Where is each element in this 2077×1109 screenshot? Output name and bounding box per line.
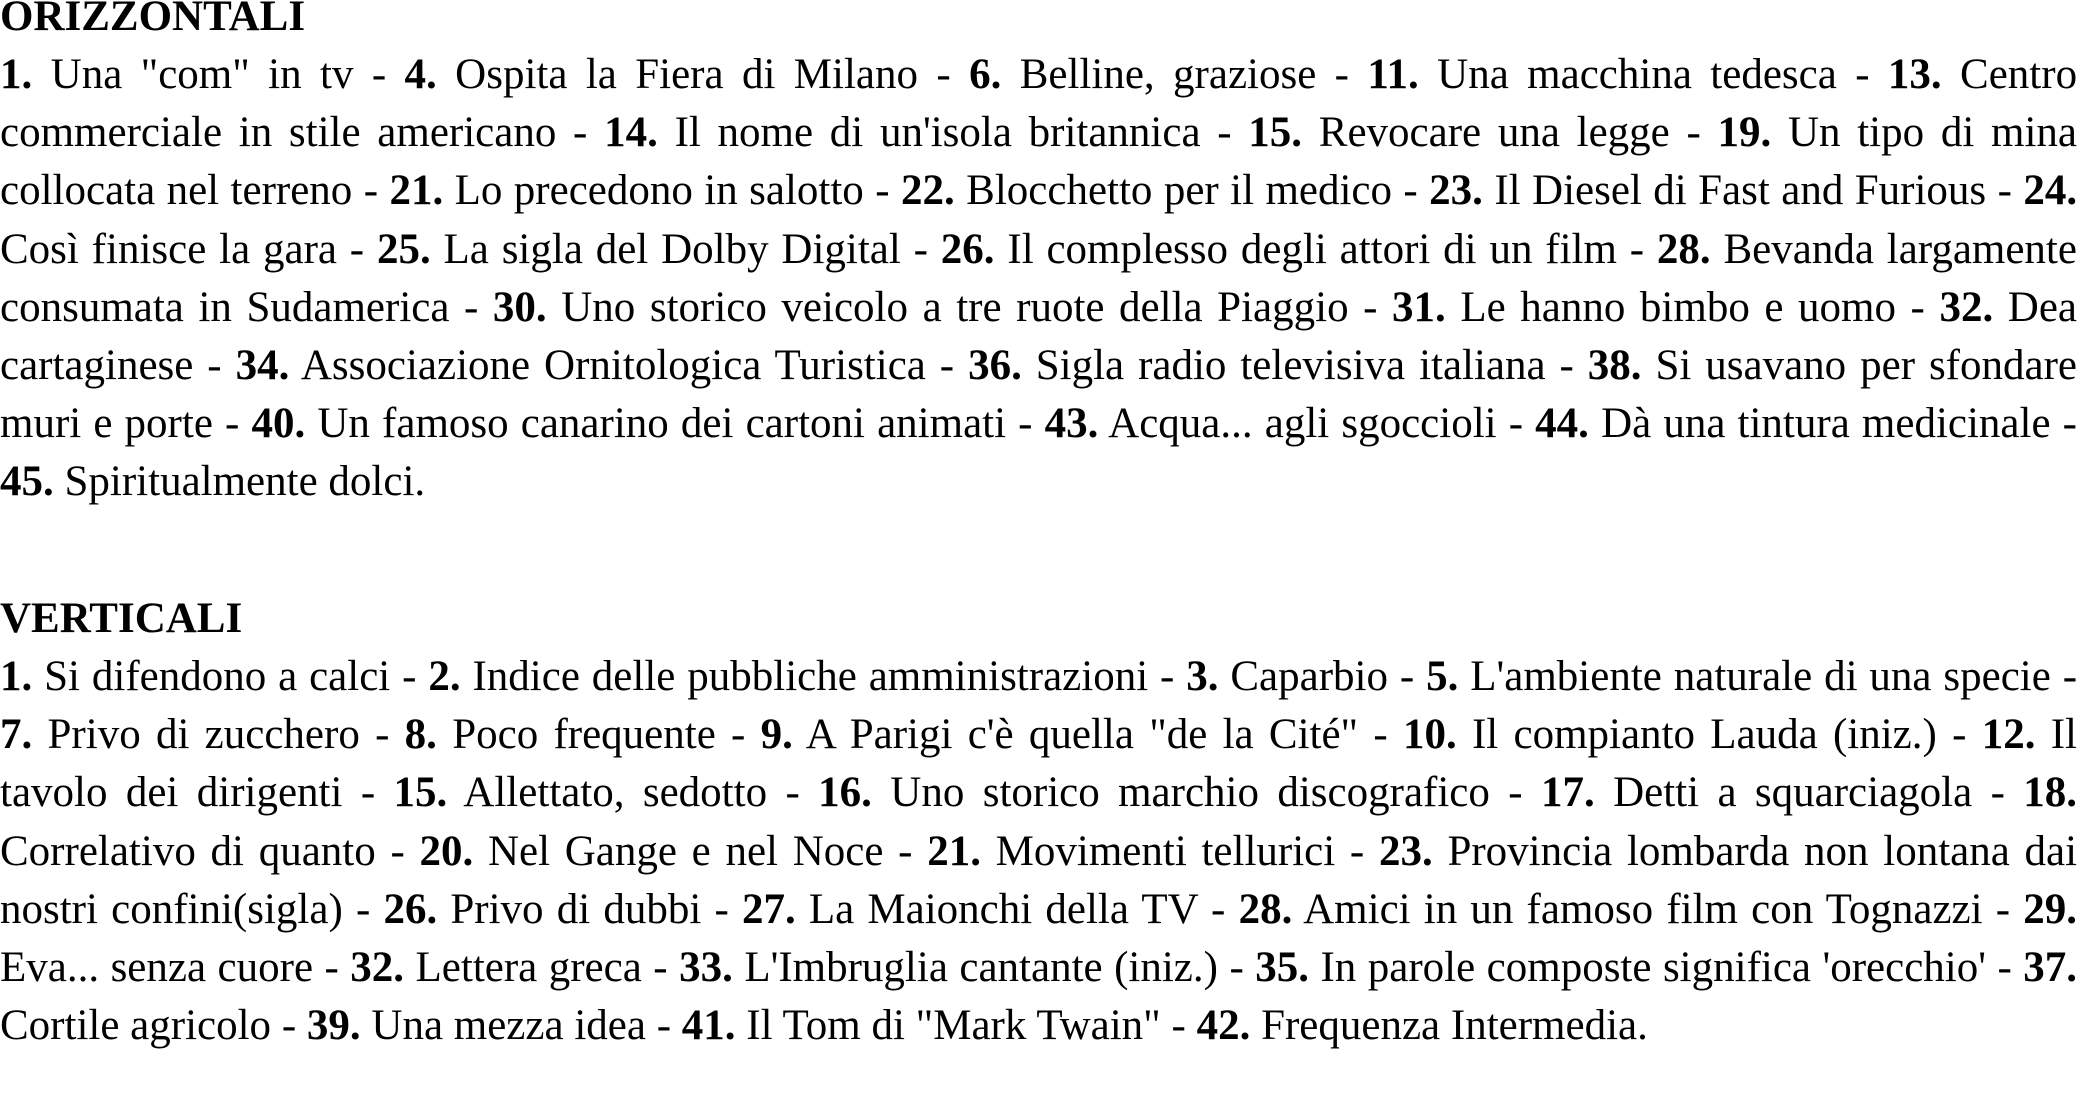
clue-text: Il complesso degli attori di un film [1007,225,1617,273]
clue-text: Poco frequente [452,711,716,759]
clue-number: 15. [1248,109,1303,157]
clue-separator: - [1160,1002,1197,1050]
clue-separator: - [1348,283,1393,331]
clue-number: 24. [2023,167,2077,215]
clue-separator: - [1148,653,1187,700]
clue-number: 27. [741,885,796,933]
clue-separator: - [701,885,742,933]
clue-number: 35. [1255,944,1309,992]
clue-text: Una "com" in tv [50,51,354,98]
clue-text: Caparbio [1230,653,1388,700]
clue-text: Privo di zucchero [47,711,360,759]
clue-text: Sigla radio televisiva italiana [1035,342,1546,390]
clue-separator: - [375,827,420,875]
clue-separator: - [1669,109,1718,157]
clue-separator: - [1335,827,1379,875]
clue-number: 32. [1939,283,1994,331]
clue-text: La Maionchi della TV [808,885,1198,933]
clue-separator: - [212,400,252,448]
clue-text: Acqua... agli sgoccioli [1108,400,1497,448]
clue-separator: - [1616,225,1657,273]
clue-text: Uno storico veicolo a tre ruote della Piaggio [561,283,1349,331]
clue-number: 45. [0,458,54,506]
clue-number: 31. [1392,283,1446,331]
across-section [0,0,2077,512]
clue-number: 26. [383,885,438,933]
clue-number: 30. [492,283,547,331]
clue-separator: - [2050,400,2077,448]
clue-number: 18. [2023,769,2077,817]
clue-separator: - [645,1002,682,1050]
clue-text: Correlativo di quanto [0,827,376,875]
across-clue-list [0,46,2077,512]
clue-number: 10. [1402,711,1457,759]
clue-separator: - [342,769,394,817]
clue-number: 38. [1587,342,1642,390]
clue-number: 20. [419,827,474,875]
clue-number: 1. [0,51,33,98]
clue-number: 4. [404,51,437,98]
clue-text: Il Diesel di Fast and Furious [1494,167,1987,215]
clue-separator: - [1200,109,1249,157]
clue-text: Movimenti tellurici [995,827,1336,875]
clue-text: Lettera greca [415,944,642,992]
clue-text: Detti a squarciagola [1613,769,1973,817]
clue-text: Una mezza idea [371,1002,646,1050]
clue-number: 42. [1196,1002,1251,1050]
clue-separator: - [918,51,970,98]
clue-separator: - [1986,944,2024,992]
clue-text: Revocare una legge [1318,109,1670,157]
clue-number: 19. [1717,109,1772,157]
clue-separator: - [1392,167,1430,215]
clue-separator: - [336,225,377,273]
clue-text: Si difendono a calci [44,653,391,700]
clue-number: 9. [760,711,793,759]
clue-text: Ospita la Fiera di Milano [455,51,918,98]
clue-separator: - [342,885,384,933]
clue-separator: - [1489,769,1541,817]
clue-text: Le hanno bimbo e uomo [1460,283,1896,331]
clue-text: Il Tom di "Mark Twain" [746,1002,1161,1050]
clue-text: Amici in un famoso film con Tognazzi [1303,885,1983,933]
across-heading: ORIZZONTALI [0,0,306,40]
clue-number: 6. [969,51,1002,98]
clue-number: 44. [1535,400,1589,448]
down-section [0,590,2077,1055]
clue-separator: - [883,827,928,875]
clue-text: Lo precedono in salotto [454,167,864,215]
clue-text: Centro commerciale in stile americano [0,51,2077,157]
clue-text: Così finisce la gara [0,225,337,273]
clue-number: 40. [251,400,306,448]
clue-text: Indice delle pubbliche amministrazioni [472,653,1149,700]
clue-number: 28. [1656,225,1711,273]
clue-separator: - [767,769,819,817]
clue-number: 22. [900,167,955,215]
clue-text: Eva... senza cuore [0,944,314,992]
clue-number: 34. [235,342,290,390]
clue-separator: - [641,944,680,992]
clue-separator: - [1388,653,1427,700]
clue-text: In parole composte significa 'orecchio' [1320,944,1986,992]
clue-text: Una macchina tedesca [1437,51,1837,98]
clue-number: 41. [681,1002,736,1050]
clue-separator: - [271,1002,307,1050]
clue-text: Un famoso canarino dei cartoni animati [317,400,1007,448]
clue-number: 17. [1540,769,1595,817]
clue-text: Il tavolo dei dirigenti [0,711,2077,817]
clue-number: 21. [389,167,444,215]
clue-number: 37. [2023,944,2077,992]
clue-number: 33. [679,944,733,992]
clue-separator: - [1895,283,1940,331]
clue-number: 43. [1044,400,1099,448]
down-clue-list [0,648,2077,1055]
clue-separator: - [1986,167,2024,215]
clue-number: 7. [0,711,33,759]
clue-number: 26. [940,225,995,273]
clue-separator: - [1316,51,1368,98]
clue-text: L'ambiente naturale di una specie [1470,653,2051,700]
clue-text: Il nome di un'isola britannica [674,109,1201,157]
clue-number: 29. [2023,885,2077,933]
clue-separator: - [193,342,236,390]
clue-separator: - [925,342,969,390]
clue-text: Il compianto Lauda (iniz.) [1471,711,1937,759]
clue-text: Uno storico marchio discografico [890,769,1490,817]
clue-separator: - [1982,885,2024,933]
clue-separator: - [390,653,429,700]
clue-text: Spiritualmente dolci. [64,458,426,506]
clue-number: 21. [927,827,981,875]
clue-separator: - [1217,944,1256,992]
clue-number: 39. [306,1002,361,1050]
clue-separator: - [2050,653,2077,700]
clue-number: 8. [404,711,437,759]
clue-separator: - [1545,342,1588,390]
clue-text: Si usavano per sfondare muri e porte [0,342,2077,448]
clue-separator: - [1972,769,2024,817]
clue-separator: - [863,167,901,215]
clue-separator: - [1197,885,1239,933]
clue-number: 1. [0,653,33,700]
clue-separator: - [715,711,761,759]
clue-number: 5. [1426,653,1459,700]
clue-text: Nel Gange e nel Noce [487,827,884,875]
clue-number: 25. [376,225,431,273]
clue-separator: - [1836,51,1888,98]
clue-number: 15. [393,769,448,817]
clue-text: Associazione Ornitologica Turistica [300,342,926,390]
clue-text: Belline, graziose [1019,51,1317,98]
clue-separator: - [353,51,405,98]
clue-number: 2. [428,653,461,700]
clue-text: La sigla del Dolby Digital [443,225,901,273]
clue-text: Un tipo di mina collocata nel terreno [0,109,2077,215]
clue-text: Dea cartaginese [0,283,2077,390]
clue-number: 13. [1887,51,1942,98]
down-heading: VERTICALI [0,595,243,642]
clue-separator: - [1936,711,1982,759]
clue-separator: - [449,283,493,331]
clue-number: 28. [1238,885,1293,933]
clue-text: Bevanda largamente consumata in Sudamerica [0,225,2077,331]
clue-text: Allettato, sedotto [463,769,768,817]
clue-separator: - [900,225,941,273]
clue-text: Privo di dubbi [450,885,702,933]
clue-separator: - [556,109,605,157]
clue-number: 23. [1378,827,1433,875]
clue-number: 3. [1186,653,1219,700]
clue-number: 12. [1981,711,2036,759]
clue-number: 14. [604,109,658,157]
clue-number: 36. [968,342,1022,390]
clue-text: Dà una tintura medicinale [1601,400,2051,448]
clue-separator: - [352,167,390,215]
clue-number: 23. [1429,167,1483,215]
clue-separator: - [359,711,405,759]
clue-text: L'Imbruglia cantante (iniz.) [744,944,1218,992]
clue-text: Blocchetto per il medico [966,167,1393,215]
clue-number: 16. [818,769,872,817]
clue-separator: - [1006,400,1045,448]
clue-number: 32. [350,944,405,992]
clue-text: Provincia lombarda non lontana dai nostri confini(sigla) [0,827,2077,933]
clue-text: A Parigi c'è quella "de la Cité" [805,711,1359,759]
clue-number: 11. [1367,51,1419,98]
clue-text: Cortile agricolo [0,1002,272,1050]
clue-separator: - [313,944,351,992]
clue-separator: - [1358,711,1403,759]
clue-text: Frequenza Intermedia. [1261,1002,1648,1050]
clue-separator: - [1496,400,1536,448]
